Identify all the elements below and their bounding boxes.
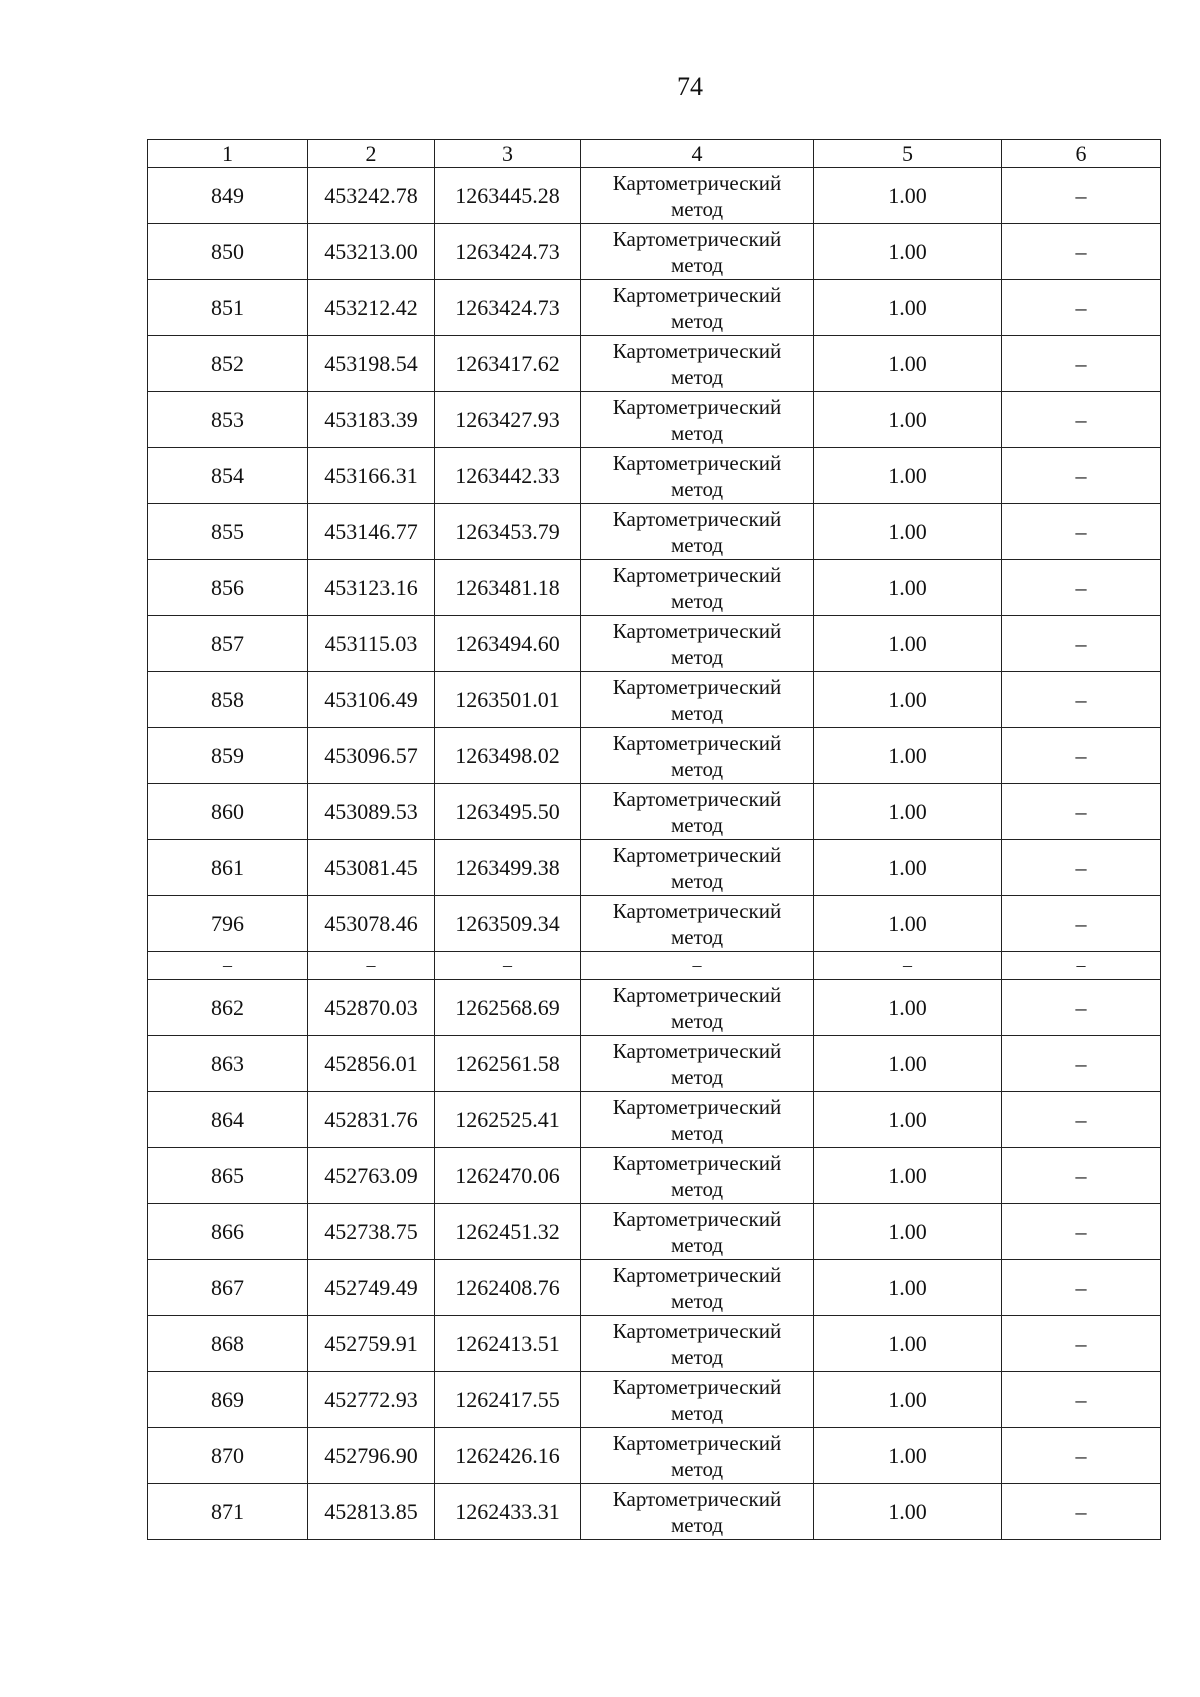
- point-number-cell: 853: [148, 392, 308, 448]
- accuracy-cell: 1.00: [814, 560, 1002, 616]
- method-line-2: метод: [670, 1120, 724, 1145]
- x-coordinate-cell: 452772.93: [308, 1372, 435, 1428]
- column-header-5: 5: [814, 140, 1002, 168]
- separator-dash-cell: –: [148, 952, 308, 980]
- method-cell: [581, 1204, 814, 1260]
- point-number-cell: 864: [148, 1092, 308, 1148]
- note-cell: –: [1002, 728, 1161, 784]
- separator-dash-cell: –: [308, 952, 435, 980]
- method-cell: [581, 1428, 814, 1484]
- x-coordinate-cell: 452813.85: [308, 1484, 435, 1540]
- y-coordinate-cell: 1262568.69: [435, 980, 581, 1036]
- method-line-1: Картометрический: [612, 282, 782, 307]
- separator-dash-cell: –: [435, 952, 581, 980]
- note-cell: –: [1002, 1260, 1161, 1316]
- method-cell: [581, 448, 814, 504]
- x-coordinate-cell: 452759.91: [308, 1316, 435, 1372]
- table-row: [148, 448, 1161, 504]
- method-line-1: Картометрический: [612, 1430, 782, 1455]
- point-number-cell: 863: [148, 1036, 308, 1092]
- y-coordinate-cell: 1263498.02: [435, 728, 581, 784]
- table-row: [148, 980, 1161, 1036]
- method-cell: [581, 392, 814, 448]
- method-line-1: Картометрический: [612, 786, 782, 811]
- y-coordinate-cell: 1262417.55: [435, 1372, 581, 1428]
- header-row: [148, 140, 1161, 168]
- point-number-cell: 852: [148, 336, 308, 392]
- x-coordinate-cell: 452763.09: [308, 1148, 435, 1204]
- method-line-2: метод: [670, 252, 724, 277]
- note-cell: –: [1002, 448, 1161, 504]
- method-cell: [581, 980, 814, 1036]
- note-cell: –: [1002, 336, 1161, 392]
- note-cell: –: [1002, 840, 1161, 896]
- accuracy-cell: 1.00: [814, 1260, 1002, 1316]
- table-row: [148, 1148, 1161, 1204]
- x-coordinate-cell: 453212.42: [308, 280, 435, 336]
- note-cell: –: [1002, 280, 1161, 336]
- method-line-1: Картометрический: [612, 1262, 782, 1287]
- x-coordinate-cell: 453106.49: [308, 672, 435, 728]
- table-row: [148, 1484, 1161, 1540]
- accuracy-cell: 1.00: [814, 280, 1002, 336]
- method-line-2: метод: [670, 1400, 724, 1425]
- x-coordinate-cell: 453081.45: [308, 840, 435, 896]
- y-coordinate-cell: 1263427.93: [435, 392, 581, 448]
- y-coordinate-cell: 1263499.38: [435, 840, 581, 896]
- column-header-4: 4: [581, 140, 814, 168]
- table-row: [148, 280, 1161, 336]
- point-number-cell: 858: [148, 672, 308, 728]
- method-line-1: Картометрический: [612, 1150, 782, 1175]
- point-number-cell: 871: [148, 1484, 308, 1540]
- accuracy-cell: 1.00: [814, 1428, 1002, 1484]
- point-number-cell: 861: [148, 840, 308, 896]
- x-coordinate-cell: 453213.00: [308, 224, 435, 280]
- note-cell: –: [1002, 1092, 1161, 1148]
- x-coordinate-cell: 453123.16: [308, 560, 435, 616]
- method-line-2: метод: [670, 1344, 724, 1369]
- x-coordinate-cell: 452870.03: [308, 980, 435, 1036]
- y-coordinate-cell: 1263495.50: [435, 784, 581, 840]
- method-line-2: метод: [670, 420, 724, 445]
- accuracy-cell: 1.00: [814, 1372, 1002, 1428]
- accuracy-cell: 1.00: [814, 1036, 1002, 1092]
- x-coordinate-cell: 453183.39: [308, 392, 435, 448]
- accuracy-cell: 1.00: [814, 392, 1002, 448]
- column-header-6: 6: [1002, 140, 1161, 168]
- accuracy-cell: 1.00: [814, 980, 1002, 1036]
- point-number-cell: 859: [148, 728, 308, 784]
- y-coordinate-cell: 1263509.34: [435, 896, 581, 952]
- method-cell: [581, 840, 814, 896]
- accuracy-cell: 1.00: [814, 448, 1002, 504]
- note-cell: –: [1002, 224, 1161, 280]
- y-coordinate-cell: 1262413.51: [435, 1316, 581, 1372]
- method-line-2: метод: [670, 1288, 724, 1313]
- method-line-1: Картометрический: [612, 898, 782, 923]
- accuracy-cell: 1.00: [814, 1148, 1002, 1204]
- accuracy-cell: 1.00: [814, 224, 1002, 280]
- table-row: [148, 728, 1161, 784]
- note-cell: –: [1002, 1148, 1161, 1204]
- method-line-2: метод: [670, 476, 724, 501]
- point-number-cell: 796: [148, 896, 308, 952]
- point-number-cell: 868: [148, 1316, 308, 1372]
- method-cell: [581, 784, 814, 840]
- y-coordinate-cell: 1262426.16: [435, 1428, 581, 1484]
- note-cell: –: [1002, 980, 1161, 1036]
- accuracy-cell: 1.00: [814, 1092, 1002, 1148]
- method-line-1: Картометрический: [612, 982, 782, 1007]
- method-line-1: Картометрический: [612, 1486, 782, 1511]
- method-line-2: метод: [670, 756, 724, 781]
- accuracy-cell: 1.00: [814, 504, 1002, 560]
- column-header-1: 1: [148, 140, 308, 168]
- method-line-1: Картометрический: [612, 674, 782, 699]
- note-cell: –: [1002, 504, 1161, 560]
- method-cell: [581, 1372, 814, 1428]
- point-number-cell: 854: [148, 448, 308, 504]
- y-coordinate-cell: 1263481.18: [435, 560, 581, 616]
- x-coordinate-cell: 452831.76: [308, 1092, 435, 1148]
- method-line-1: Картометрический: [612, 842, 782, 867]
- table-row: [148, 1316, 1161, 1372]
- note-cell: –: [1002, 784, 1161, 840]
- x-coordinate-cell: 453198.54: [308, 336, 435, 392]
- table-row: [148, 840, 1161, 896]
- x-coordinate-cell: 452738.75: [308, 1204, 435, 1260]
- method-cell: [581, 1484, 814, 1540]
- note-cell: –: [1002, 672, 1161, 728]
- point-number-cell: 865: [148, 1148, 308, 1204]
- y-coordinate-cell: 1262470.06: [435, 1148, 581, 1204]
- table-row: [148, 672, 1161, 728]
- method-line-2: метод: [670, 588, 724, 613]
- method-cell: [581, 896, 814, 952]
- accuracy-cell: 1.00: [814, 336, 1002, 392]
- table-row: [148, 224, 1161, 280]
- note-cell: –: [1002, 1484, 1161, 1540]
- method-line-2: метод: [670, 196, 724, 221]
- accuracy-cell: 1.00: [814, 896, 1002, 952]
- y-coordinate-cell: 1263424.73: [435, 224, 581, 280]
- accuracy-cell: 1.00: [814, 616, 1002, 672]
- separator-dash-cell: –: [581, 952, 814, 980]
- point-number-cell: 851: [148, 280, 308, 336]
- method-line-1: Картометрический: [612, 226, 782, 251]
- method-line-2: метод: [670, 700, 724, 725]
- method-line-1: Картометрический: [612, 1094, 782, 1119]
- x-coordinate-cell: 453078.46: [308, 896, 435, 952]
- point-number-cell: 850: [148, 224, 308, 280]
- method-line-2: метод: [670, 532, 724, 557]
- note-cell: –: [1002, 392, 1161, 448]
- y-coordinate-cell: 1263442.33: [435, 448, 581, 504]
- x-coordinate-cell: 452796.90: [308, 1428, 435, 1484]
- table-row: [148, 784, 1161, 840]
- method-cell: [581, 560, 814, 616]
- point-number-cell: 855: [148, 504, 308, 560]
- table-row: [148, 392, 1161, 448]
- method-line-1: Картометрический: [612, 506, 782, 531]
- method-cell: [581, 1036, 814, 1092]
- method-line-2: метод: [670, 868, 724, 893]
- method-line-1: Картометрический: [612, 730, 782, 755]
- table-row: [148, 168, 1161, 224]
- note-cell: –: [1002, 616, 1161, 672]
- x-coordinate-cell: 452749.49: [308, 1260, 435, 1316]
- y-coordinate-cell: 1262561.58: [435, 1036, 581, 1092]
- point-number-cell: 867: [148, 1260, 308, 1316]
- y-coordinate-cell: 1262451.32: [435, 1204, 581, 1260]
- method-line-1: Картометрический: [612, 338, 782, 363]
- table-row: [148, 1372, 1161, 1428]
- method-cell: [581, 616, 814, 672]
- method-line-2: метод: [670, 1008, 724, 1033]
- x-coordinate-cell: 453096.57: [308, 728, 435, 784]
- method-line-2: метод: [670, 1176, 724, 1201]
- table-row: [148, 560, 1161, 616]
- note-cell: –: [1002, 168, 1161, 224]
- method-line-1: Картометрический: [612, 170, 782, 195]
- method-cell: [581, 1316, 814, 1372]
- method-cell: [581, 224, 814, 280]
- x-coordinate-cell: 453242.78: [308, 168, 435, 224]
- y-coordinate-cell: 1263453.79: [435, 504, 581, 560]
- point-number-cell: 856: [148, 560, 308, 616]
- point-number-cell: 862: [148, 980, 308, 1036]
- method-line-1: Картометрический: [612, 394, 782, 419]
- separator-dash-cell: –: [1002, 952, 1161, 980]
- method-cell: [581, 1260, 814, 1316]
- method-line-1: Картометрический: [612, 1318, 782, 1343]
- y-coordinate-cell: 1263494.60: [435, 616, 581, 672]
- point-number-cell: 866: [148, 1204, 308, 1260]
- note-cell: –: [1002, 1428, 1161, 1484]
- method-cell: [581, 504, 814, 560]
- point-number-cell: 857: [148, 616, 308, 672]
- y-coordinate-cell: 1263501.01: [435, 672, 581, 728]
- note-cell: –: [1002, 1036, 1161, 1092]
- note-cell: –: [1002, 1316, 1161, 1372]
- point-number-cell: 869: [148, 1372, 308, 1428]
- table-row: [148, 616, 1161, 672]
- point-number-cell: 860: [148, 784, 308, 840]
- separator-row: [148, 952, 1161, 980]
- method-line-1: Картометрический: [612, 618, 782, 643]
- coordinates-table: [147, 139, 1161, 1540]
- y-coordinate-cell: 1262408.76: [435, 1260, 581, 1316]
- note-cell: –: [1002, 896, 1161, 952]
- accuracy-cell: 1.00: [814, 1204, 1002, 1260]
- accuracy-cell: 1.00: [814, 1316, 1002, 1372]
- method-cell: [581, 728, 814, 784]
- accuracy-cell: 1.00: [814, 672, 1002, 728]
- method-line-2: метод: [670, 644, 724, 669]
- point-number-cell: 870: [148, 1428, 308, 1484]
- method-line-2: метод: [670, 812, 724, 837]
- method-cell: [581, 1092, 814, 1148]
- method-line-1: Картометрический: [612, 1374, 782, 1399]
- table-row: [148, 1428, 1161, 1484]
- method-line-1: Картометрический: [612, 1206, 782, 1231]
- x-coordinate-cell: 453146.77: [308, 504, 435, 560]
- method-cell: [581, 336, 814, 392]
- x-coordinate-cell: 452856.01: [308, 1036, 435, 1092]
- column-header-3: 3: [435, 140, 581, 168]
- accuracy-cell: 1.00: [814, 168, 1002, 224]
- column-header-2: 2: [308, 140, 435, 168]
- table-row: [148, 1092, 1161, 1148]
- accuracy-cell: 1.00: [814, 728, 1002, 784]
- x-coordinate-cell: 453115.03: [308, 616, 435, 672]
- method-line-2: метод: [670, 1456, 724, 1481]
- method-cell: [581, 168, 814, 224]
- table-row: [148, 1036, 1161, 1092]
- y-coordinate-cell: 1262433.31: [435, 1484, 581, 1540]
- separator-dash-cell: –: [814, 952, 1002, 980]
- page-number: 74: [677, 72, 703, 101]
- table-row: [148, 504, 1161, 560]
- note-cell: –: [1002, 560, 1161, 616]
- note-cell: –: [1002, 1372, 1161, 1428]
- x-coordinate-cell: 453166.31: [308, 448, 435, 504]
- method-line-1: Картометрический: [612, 562, 782, 587]
- method-line-2: метод: [670, 308, 724, 333]
- y-coordinate-cell: 1263424.73: [435, 280, 581, 336]
- table-row: [148, 896, 1161, 952]
- table-row: [148, 1204, 1161, 1260]
- y-coordinate-cell: 1262525.41: [435, 1092, 581, 1148]
- y-coordinate-cell: 1263445.28: [435, 168, 581, 224]
- y-coordinate-cell: 1263417.62: [435, 336, 581, 392]
- method-line-2: метод: [670, 1232, 724, 1257]
- note-cell: –: [1002, 1204, 1161, 1260]
- method-line-1: Картометрический: [612, 450, 782, 475]
- method-cell: [581, 672, 814, 728]
- accuracy-cell: 1.00: [814, 1484, 1002, 1540]
- method-line-2: метод: [670, 1512, 724, 1537]
- point-number-cell: 849: [148, 168, 308, 224]
- method-line-1: Картометрический: [612, 1038, 782, 1063]
- method-cell: [581, 280, 814, 336]
- accuracy-cell: 1.00: [814, 840, 1002, 896]
- method-line-2: метод: [670, 1064, 724, 1089]
- method-cell: [581, 1148, 814, 1204]
- accuracy-cell: 1.00: [814, 784, 1002, 840]
- method-line-2: метод: [670, 924, 724, 949]
- x-coordinate-cell: 453089.53: [308, 784, 435, 840]
- method-line-2: метод: [670, 364, 724, 389]
- table-row: [148, 336, 1161, 392]
- table-row: [148, 1260, 1161, 1316]
